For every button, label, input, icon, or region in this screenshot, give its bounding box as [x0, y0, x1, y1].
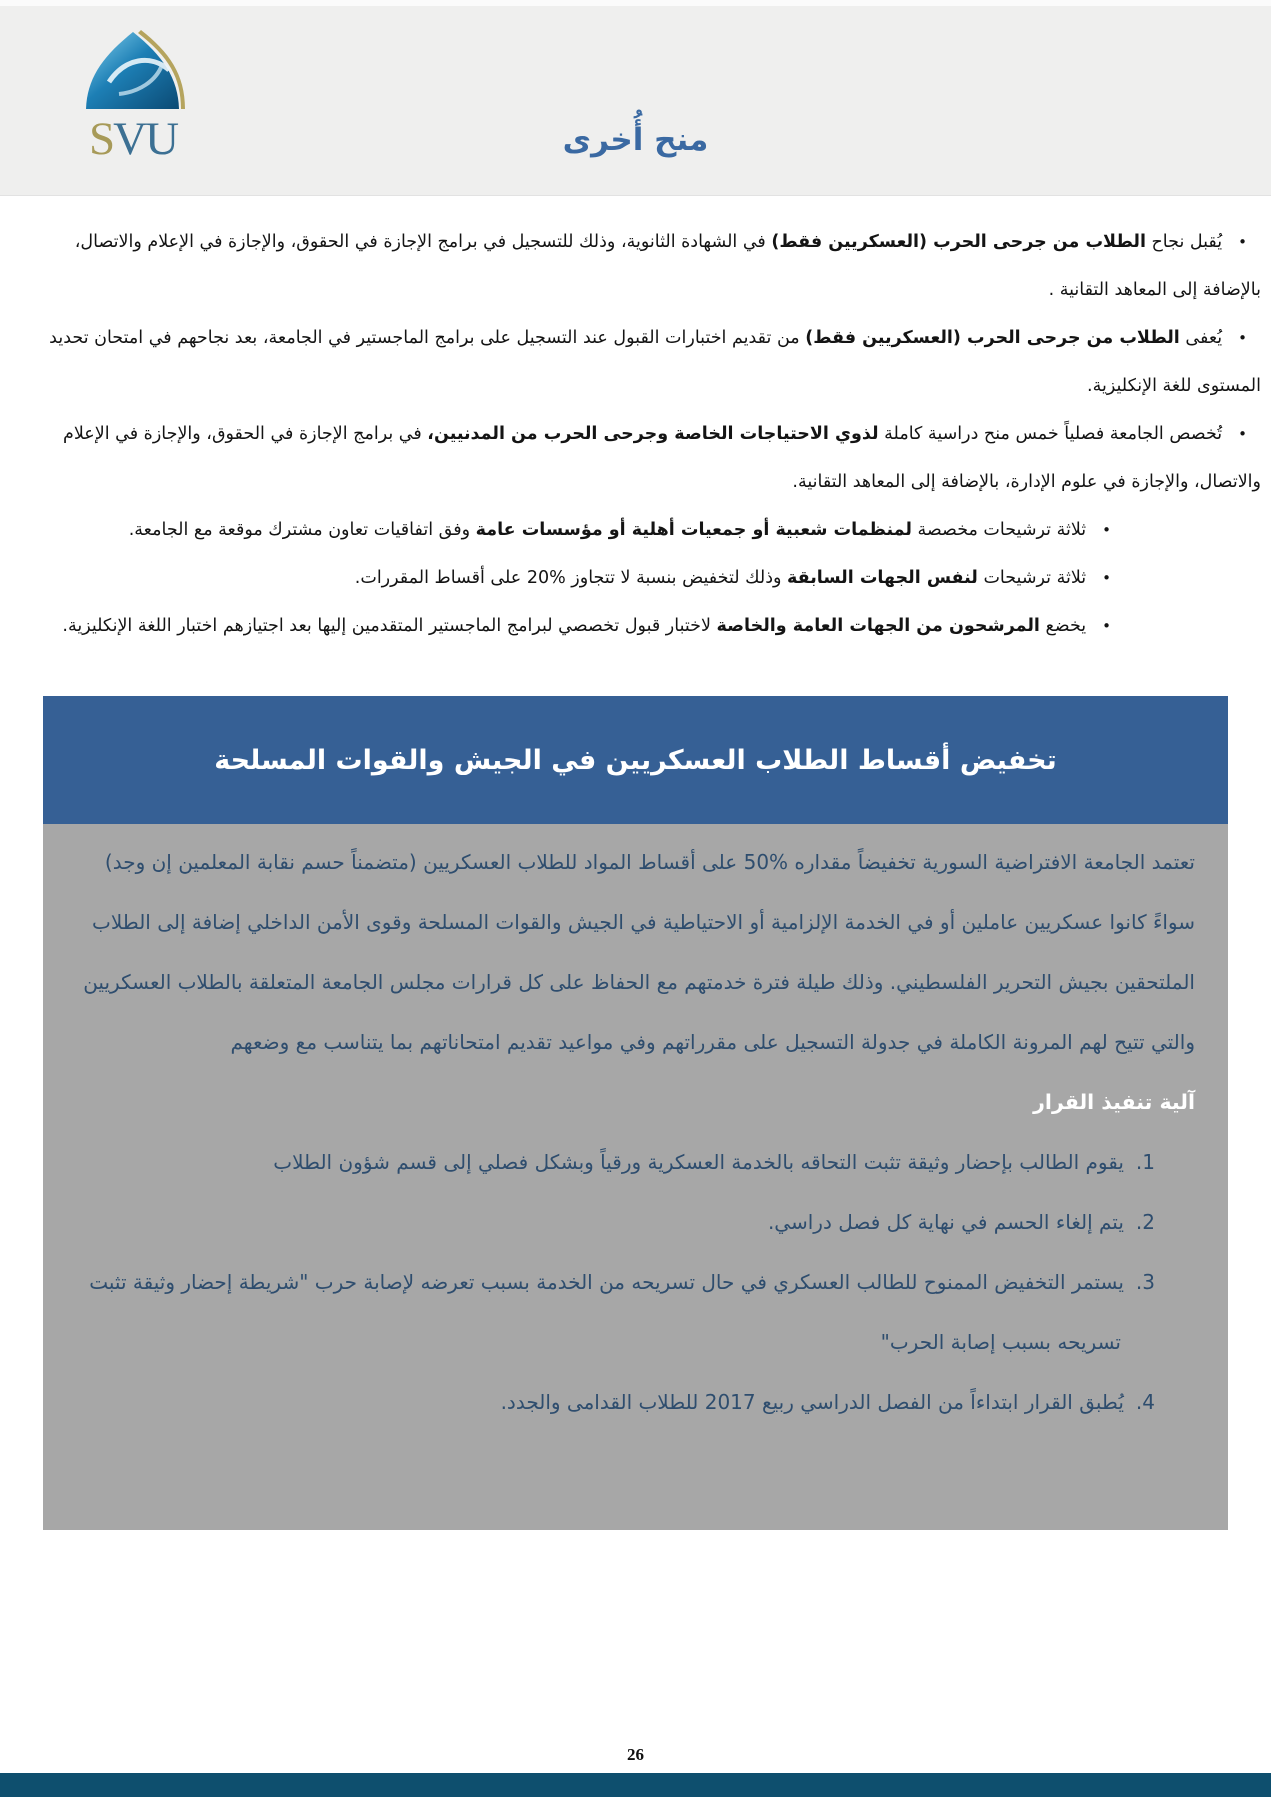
bullet-text: تُخصص الجامعة فصلياً خمس منح دراسية كاملة [878, 424, 1223, 444]
bullet-item [34, 314, 1261, 410]
bullet-item [34, 602, 1261, 650]
bullet-text: في برامج الإجازة في الحقوق، والإجازة في الإعلام والاتصال، والإجازة في علوم الإدارة، بالإضافة إلى المعاهد التقانية. [63, 424, 1261, 492]
bullet-item [34, 554, 1261, 602]
section-title: تخفيض أقساط الطلاب العسكريين في الجيش والقوات المسلحة [214, 744, 1057, 776]
bullet-marker-icon: • [1238, 233, 1247, 251]
step-item [76, 1252, 1155, 1372]
step-text: يتم إلغاء الحسم في نهاية كل فصل دراسي. [767, 1210, 1124, 1234]
bullet-text-bold: لنفس الجهات السابقة [787, 568, 978, 588]
bullet-marker-icon: • [1102, 569, 1111, 587]
bullet-text: ثلاثة ترشيحات [977, 568, 1087, 588]
step-text: يقوم الطالب بإحضار وثيقة تثبت التحاقه بالخدمة العسكرية ورقياً وبشكل فصلي إلى قسم شؤون الطلاب [273, 1150, 1124, 1174]
bullet-text-bold: الطلاب من جرحى الحرب (العسكريين فقط) [805, 328, 1180, 348]
bullet-marker-icon: • [1102, 521, 1111, 539]
bullet-text: وفق اتفاقيات تعاون مشترك موقعة مع الجامعة. [128, 520, 476, 540]
svu-dome-icon [81, 30, 185, 110]
step-item [76, 1192, 1155, 1252]
page-number: 26 [627, 1745, 644, 1764]
bullet-text: في الشهادة الثانوية، وذلك للتسجيل في برامج الإجازة في الحقوق، والإجازة في الإعلام والاتصال، بالإضافة إلى المعاهد التقانية . [74, 232, 1261, 300]
bullet-text: يُقبل نجاح [1145, 232, 1223, 252]
step-number: 3. [1135, 1270, 1155, 1294]
bullet-marker-icon: • [1238, 425, 1247, 443]
step-number: 1. [1135, 1150, 1155, 1174]
step-item [76, 1372, 1155, 1432]
step-number: 4. [1135, 1390, 1155, 1414]
bullet-item [34, 506, 1261, 554]
bullet-item [34, 218, 1261, 314]
section-subheading: آلية تنفيذ القرار [1033, 1090, 1195, 1114]
bullet-text: لاختبار قبول تخصصي لبرامج الماجستير المتقدمين إليها بعد اجتيازهم اختبار اللغة الإنكليزية. [62, 616, 717, 636]
bullet-item [34, 410, 1261, 506]
page-title: منح أُخرى [562, 122, 709, 158]
logo-letters-vu: VU [113, 113, 178, 165]
bullet-text-bold: لذوي الاحتياجات الخاصة وجرحى الحرب من المدنيين، [427, 424, 879, 444]
section-banner [43, 696, 1228, 824]
bullet-text-bold: لمنظمات شعبية أو جمعيات أهلية أو مؤسسات عامة [475, 520, 912, 540]
logo-letter-s: S [88, 113, 114, 165]
bullet-text: ثلاثة ترشيحات مخصصة [911, 520, 1087, 540]
step-text: يستمر التخفيض الممنوح للطالب العسكري في حال تسريحه من الخدمة بسبب تعرضه لإصابة حرب "شريطة إحضار وثيقة تثبت تسريحه بسبب إصابة الحرب" [89, 1270, 1124, 1354]
bullet-marker-icon: • [1102, 617, 1111, 635]
grants-bullet-list [34, 218, 1261, 650]
step-text: يُطبق القرار ابتداءاً من الفصل الدراسي ربيع 2017 للطلاب القدامى والجدد. [500, 1390, 1124, 1414]
decision-steps-list [76, 1132, 1195, 1432]
step-number: 2. [1135, 1210, 1155, 1234]
step-item [76, 1132, 1155, 1192]
bullet-text: من تقديم اختبارات القبول عند التسجيل على برامج الماجستير في الجامعة، بعد نجاحهم في امتحان تحديد المستوى للغة الإنكليزية. [49, 328, 1261, 396]
bullet-text: يخضع [1039, 616, 1087, 636]
bullet-marker-icon: • [1238, 329, 1247, 347]
bullet-text-bold: المرشحون من الجهات العامة والخاصة [716, 616, 1040, 636]
bullet-text: يُعفى [1179, 328, 1223, 348]
footer-bar [0, 1773, 1271, 1797]
section-body [43, 824, 1228, 1530]
bullet-text-bold: الطلاب من جرحى الحرب (العسكريين فقط) [771, 232, 1146, 252]
page-header [0, 0, 1271, 196]
bullet-text: وذلك لتخفيض بنسبة لا تتجاوز %20 على أقساط المقررات. [354, 568, 788, 588]
section-paragraph: تعتمد الجامعة الافتراضية السورية تخفيضاً مقداره %50 على أقساط المواد للطلاب العسكريين (متضمناً حسم نقابة المعلمين إن وجد) سواءً كانوا عسكريين عاملين أو في الخدمة الإلزامية أو الاحتياطية في الجيش والقوات المسلحة وقوى الأمن الداخلي إضافة إلى الطلاب الملتحقين بجيش التحرير الفلسطيني. وذلك طيلة فترة خدمتهم مع الحفاظ على كل قرارات مجلس الجامعة المتعلقة بالطلاب العسكريين والتي تتيح لهم المرونة الكاملة في جدولة التسجيل على مقرراتهم وفي مواعيد تقديم امتحاناتهم بما يتناسب مع وضعهم [83, 850, 1195, 1054]
